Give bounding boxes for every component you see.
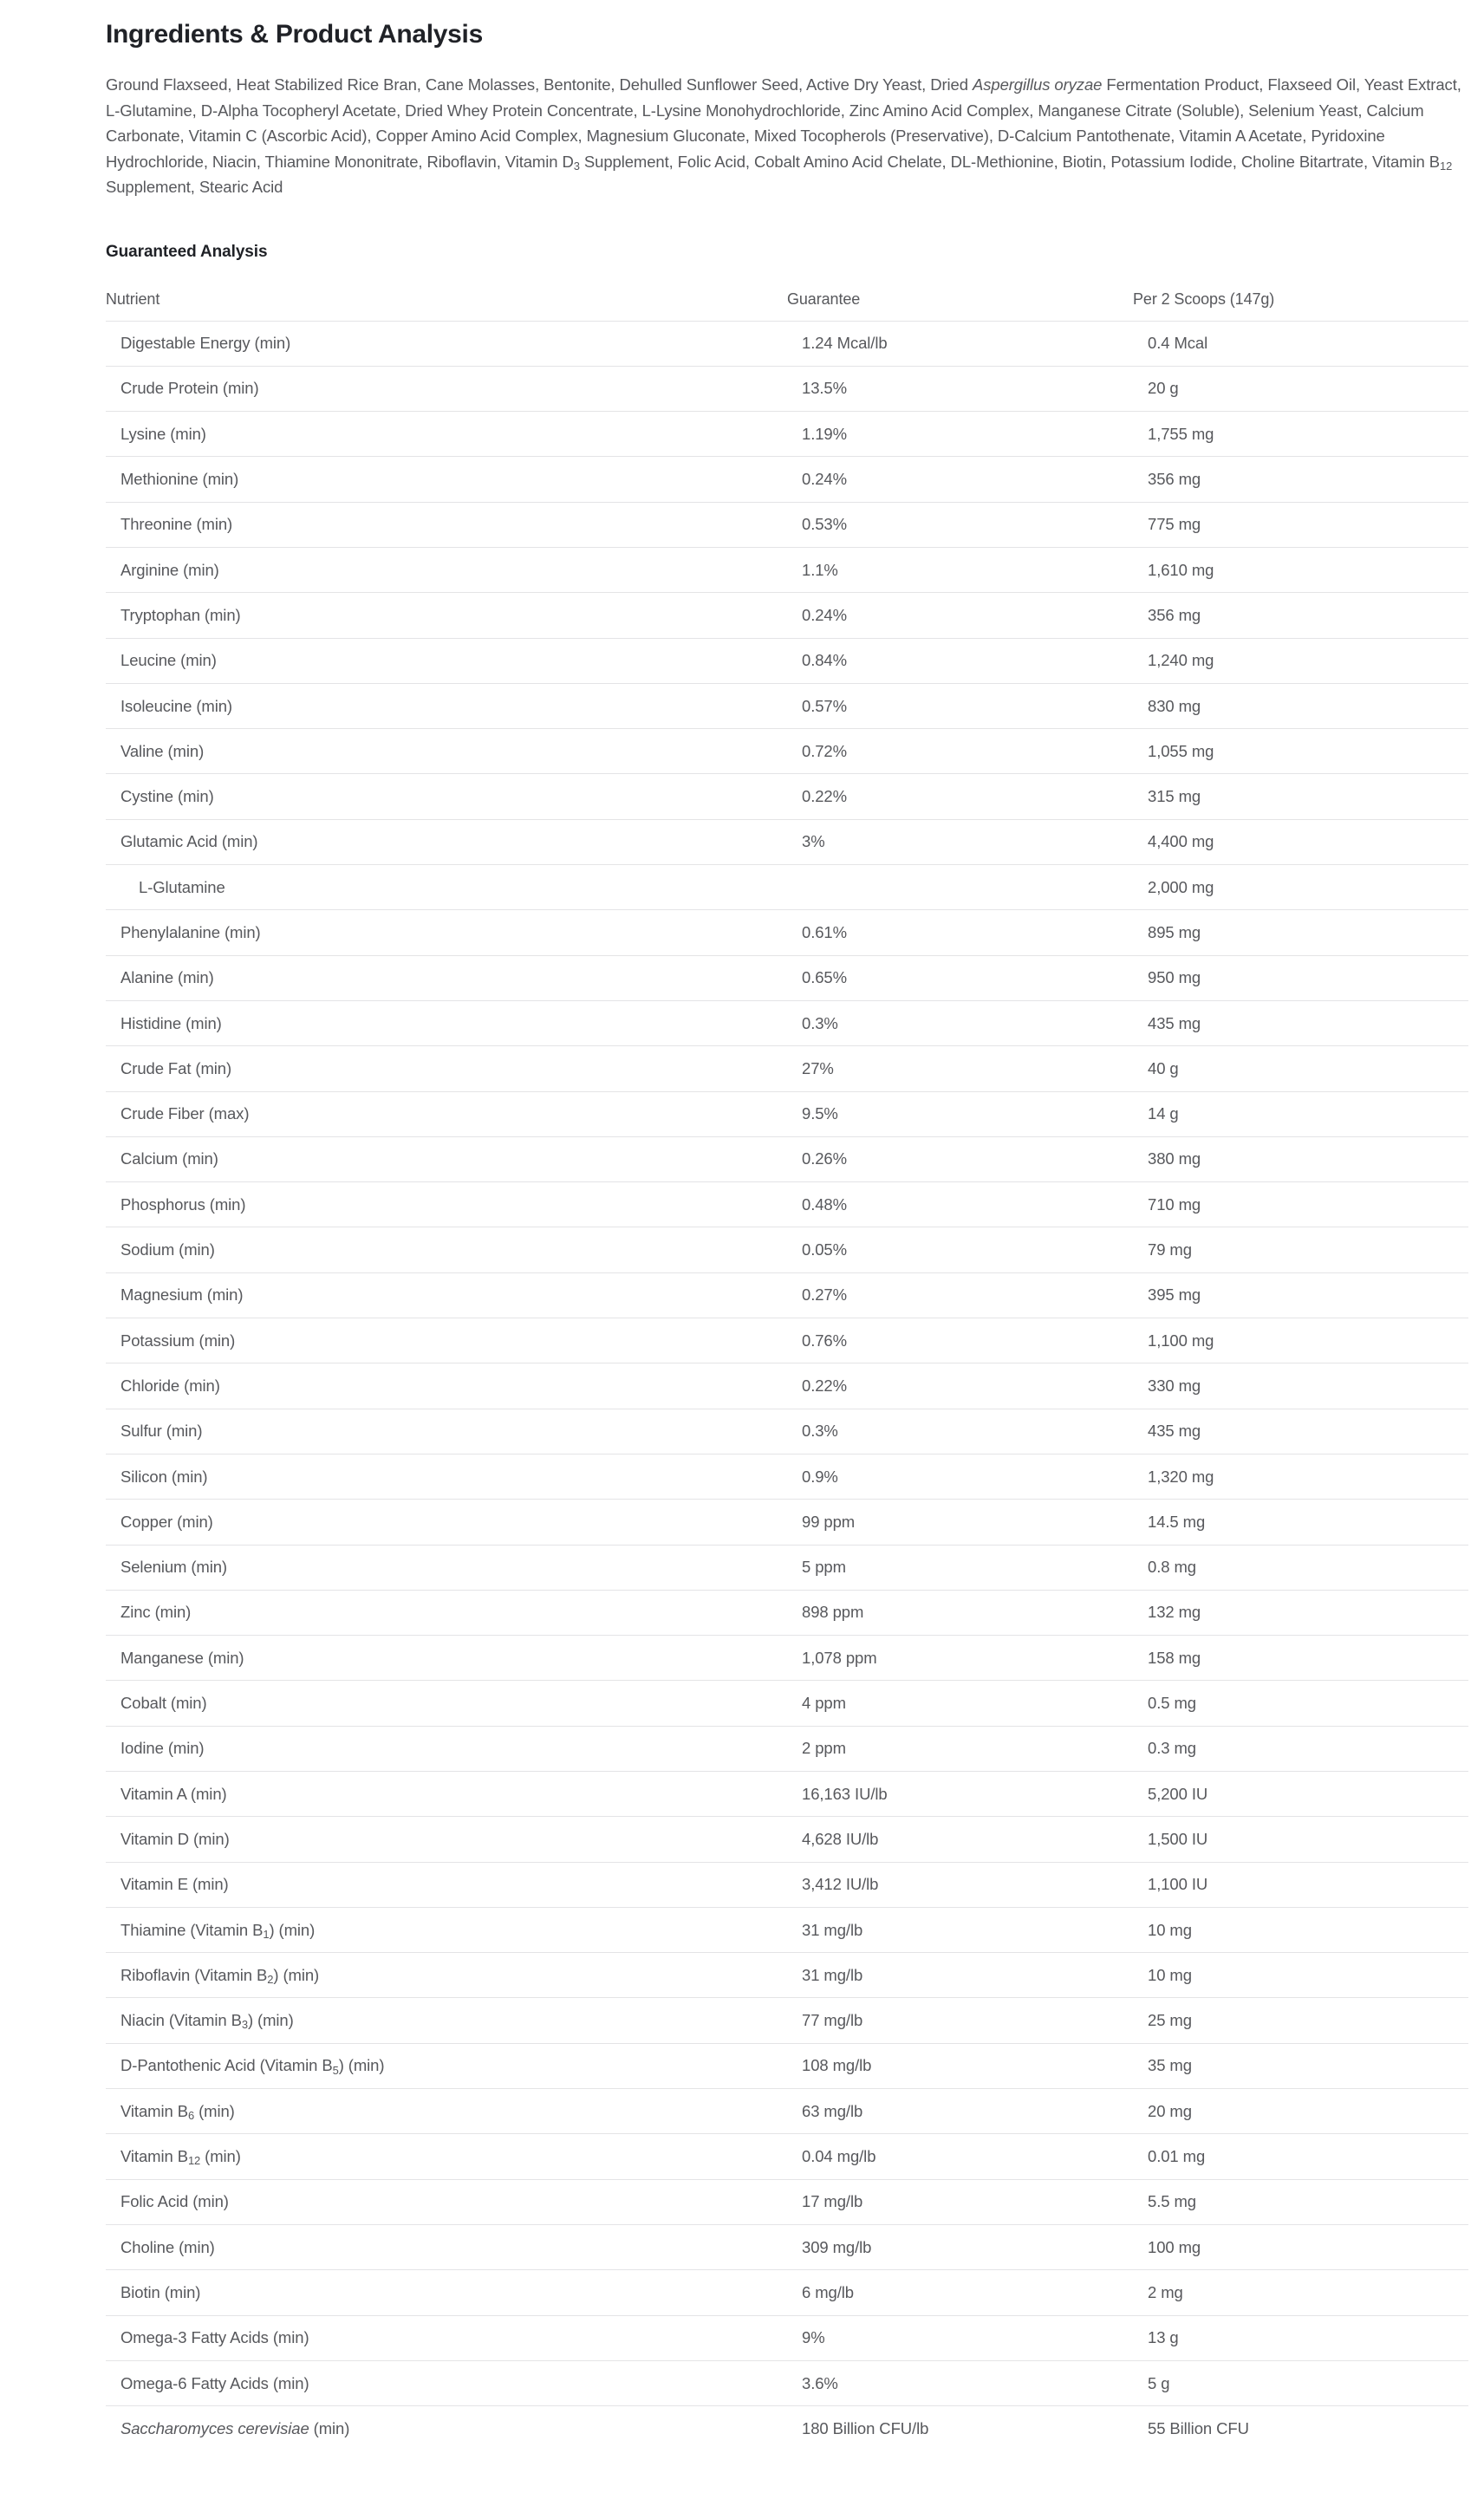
ingredients-text: Ground Flaxseed, Heat Stabilized Rice Bran, Cane Molasses, Bentonite, Dehulled Sunflower Seed, Active Dry Yeast, Dried Aspergillus oryzae Fermentation Product, Flaxseed Oil, Yeast Extract, L-Glutamine, D-Alpha Tocopheryl Acetate, Dried Whey Protein Concentrate, L-Lysine Monohydrochloride, Zinc Amino Acid Complex, Manganese Citrate (Soluble), Selenium Yeast, Calcium Carbonate, Vitamin C (Ascorbic Acid), Copper Amino Acid Complex, Magnesium Gluconate, Mixed Tocopherols (Preservative), D-Calcium Pantothenate, Vitamin A Acetate, Pyridoxine Hydrochloride, Niacin, Thiamine Mononitrate, Riboflavin, Vitamin $D_3$ Supplement, Folic Acid, Cobalt Amino Acid Chelate, DL-Methionine, Biotin, Potassium Iodide, Choline Bitartrate, Vitamin $B_{12}$ Supplement, Stearic Acid	[106, 75, 1461, 196]
per-scoops-cell: 315 mg	[1148, 787, 1201, 806]
table-row	[106, 1907, 1468, 1952]
guarantee-cell: 31 mg/lb	[802, 1920, 863, 1939]
per-scoops-cell: 950 mg	[1148, 968, 1201, 987]
guarantee-cell: 27%	[802, 1058, 834, 1077]
per-scoops-cell: 0.8 mg	[1148, 1558, 1196, 1577]
guarantee-cell: 3%	[802, 832, 825, 851]
guarantee-cell: 4 ppm	[802, 1694, 846, 1713]
per-scoops-cell: 10 mg	[1148, 1965, 1192, 1984]
nutrient-cell: Leucine (min)	[120, 651, 217, 670]
guarantee-cell: 17 mg/lb	[802, 2192, 863, 2211]
table-row	[106, 2179, 1468, 2224]
nutrient-cell: Cystine (min)	[120, 787, 214, 806]
per-scoops-cell: 55 Billion CFU	[1148, 2418, 1249, 2437]
table-row	[106, 819, 1468, 864]
guarantee-cell: 6 mg/lb	[802, 2282, 854, 2301]
nutrient-cell: Crude Protein (min)	[120, 379, 259, 398]
guarantee-cell: 1.24 Mcal/lb	[802, 334, 888, 353]
nutrient-cell: Alanine (min)	[120, 968, 214, 987]
table-row	[106, 1454, 1468, 1499]
per-scoops-cell: 1,100 IU	[1148, 1875, 1208, 1894]
per-scoops-cell: 1,610 mg	[1148, 560, 1214, 579]
per-scoops-cell: 775 mg	[1148, 515, 1201, 534]
table-row	[106, 1816, 1468, 1861]
nutrient-cell: Vitamin D (min)	[120, 1829, 230, 1848]
guarantee-cell: 0.9%	[802, 1467, 838, 1486]
nutrient-cell: Arginine (min)	[120, 560, 219, 579]
per-scoops-cell: 2,000 mg	[1148, 877, 1214, 896]
per-scoops-cell: 5.5 mg	[1148, 2192, 1196, 2211]
guarantee-cell: 2 ppm	[802, 1739, 846, 1758]
guarantee-cell: 0.76%	[802, 1331, 847, 1350]
guarantee-cell: 898 ppm	[802, 1603, 864, 1622]
per-scoops-cell: 1,320 mg	[1148, 1467, 1214, 1486]
per-scoops-cell: 35 mg	[1148, 2056, 1192, 2075]
per-scoops-cell: 158 mg	[1148, 1648, 1201, 1667]
nutrient-cell: Biotin (min)	[120, 2282, 201, 2301]
table-row	[106, 1499, 1468, 1544]
nutrient-cell: Saccharomyces cerevisiae (min)	[120, 2418, 350, 2437]
per-scoops-cell: 5,200 IU	[1148, 1784, 1208, 1803]
per-scoops-cell: 20 g	[1148, 379, 1179, 398]
nutrient-cell: Omega-6 Fatty Acids (min)	[120, 2373, 309, 2392]
guarantee-cell: 0.72%	[802, 741, 847, 760]
table-row	[106, 2360, 1468, 2405]
per-scoops-cell: 895 mg	[1148, 923, 1201, 941]
nutrient-cell: Vitamin E (min)	[120, 1875, 229, 1894]
per-scoops-cell: 1,500 IU	[1148, 1829, 1208, 1848]
table-row	[106, 1272, 1468, 1318]
table-row	[106, 502, 1468, 547]
guarantee-cell: 0.22%	[802, 1376, 847, 1395]
nutrient-cell: Selenium (min)	[120, 1558, 227, 1577]
table-row	[106, 1227, 1468, 1272]
nutrient-cell: Calcium (min)	[120, 1149, 218, 1168]
per-scoops-cell: 710 mg	[1148, 1194, 1201, 1214]
per-scoops-cell: 1,055 mg	[1148, 741, 1214, 760]
table-row	[106, 1363, 1468, 1408]
table-row	[106, 411, 1468, 456]
nutrient-cell: Glutamic Acid (min)	[120, 832, 258, 851]
table-row	[106, 1862, 1468, 1907]
table-row	[106, 2269, 1468, 2314]
table-row	[106, 1952, 1468, 1997]
per-scoops-cell: 2 mg	[1148, 2282, 1183, 2301]
per-scoops-cell: 79 mg	[1148, 1240, 1192, 1259]
nutrient-cell: Chloride (min)	[120, 1376, 220, 1395]
guarantee-cell: 63 mg/lb	[802, 2101, 863, 2120]
nutrient-cell: Copper (min)	[120, 1512, 213, 1531]
column-header-nutrient: Nutrient	[106, 290, 160, 308]
table-row	[106, 1409, 1468, 1454]
per-scoops-cell: 14 g	[1148, 1104, 1179, 1123]
table-row	[106, 547, 1468, 592]
guarantee-cell: 108 mg/lb	[802, 2056, 872, 2075]
table-row	[106, 592, 1468, 637]
table-row	[106, 773, 1468, 818]
nutrient-cell: L-Glutamine	[139, 877, 225, 896]
nutrient-cell: Crude Fat (min)	[120, 1058, 232, 1077]
nutrient-cell: Vitamin $B_6$ (min)	[120, 2101, 235, 2122]
guarantee-cell: 0.61%	[802, 923, 847, 941]
per-scoops-cell: 25 mg	[1148, 2011, 1192, 2030]
nutrient-cell: Folic Acid (min)	[120, 2192, 229, 2211]
table-row	[106, 2133, 1468, 2178]
nutrient-cell: Methionine (min)	[120, 470, 239, 489]
guarantee-cell: 0.84%	[802, 651, 847, 670]
guarantee-cell: 0.22%	[802, 787, 847, 806]
table-row	[106, 2224, 1468, 2269]
per-scoops-cell: 356 mg	[1148, 470, 1201, 489]
table-row	[106, 1000, 1468, 1045]
table-row	[106, 321, 1468, 366]
guarantee-cell: 0.24%	[802, 605, 847, 624]
table-row	[106, 683, 1468, 728]
guarantee-cell: 3,412 IU/lb	[802, 1875, 879, 1894]
per-scoops-cell: 1,240 mg	[1148, 651, 1214, 670]
table-row	[106, 1091, 1468, 1136]
per-scoops-cell: 1,755 mg	[1148, 424, 1214, 443]
table-row	[106, 955, 1468, 1000]
table-row	[106, 1680, 1468, 1725]
guarantee-cell: 0.24%	[802, 470, 847, 489]
table-row	[106, 909, 1468, 954]
per-scoops-cell: 132 mg	[1148, 1603, 1201, 1622]
nutrient-cell: Iodine (min)	[120, 1739, 205, 1758]
nutrient-cell: Riboflavin (Vitamin $B_2$) (min)	[120, 1965, 320, 1987]
analysis-table-body	[106, 321, 1468, 2451]
guarantee-cell: 1.1%	[802, 560, 838, 579]
per-scoops-cell: 435 mg	[1148, 1013, 1201, 1032]
per-scoops-cell: 0.3 mg	[1148, 1739, 1196, 1758]
nutrient-cell: Choline (min)	[120, 2237, 215, 2256]
table-row	[106, 1136, 1468, 1181]
per-scoops-cell: 10 mg	[1148, 1920, 1192, 1939]
nutrient-cell: Magnesium (min)	[120, 1285, 244, 1305]
per-scoops-cell: 380 mg	[1148, 1149, 1201, 1168]
nutrient-cell: Cobalt (min)	[120, 1694, 207, 1713]
table-row	[106, 2043, 1468, 2088]
nutrient-cell: Crude Fiber (max)	[120, 1104, 250, 1123]
per-scoops-cell: 5 g	[1148, 2373, 1170, 2392]
table-row	[106, 1045, 1468, 1090]
nutrient-cell: Digestable Energy (min)	[120, 334, 291, 353]
per-scoops-cell: 13 g	[1148, 2328, 1179, 2347]
per-scoops-cell: 356 mg	[1148, 605, 1201, 624]
table-row	[106, 1545, 1468, 1590]
guarantee-cell: 0.3%	[802, 1422, 838, 1441]
table-header-row	[106, 290, 1468, 321]
nutrient-cell: Silicon (min)	[120, 1467, 208, 1486]
per-scoops-cell: 1,100 mg	[1148, 1331, 1214, 1350]
nutrient-cell: Vitamin A (min)	[120, 1784, 227, 1803]
nutrient-cell: Zinc (min)	[120, 1603, 192, 1622]
guarantee-cell: 0.27%	[802, 1285, 847, 1305]
nutrient-cell: Lysine (min)	[120, 424, 206, 443]
nutrient-cell: Tryptophan (min)	[120, 605, 241, 624]
guarantee-cell: 180 Billion CFU/lb	[802, 2418, 929, 2437]
guarantee-cell: 0.65%	[802, 968, 847, 987]
nutrient-cell: Omega-3 Fatty Acids (min)	[120, 2328, 309, 2347]
per-scoops-cell: 830 mg	[1148, 696, 1201, 715]
guarantee-cell: 3.6%	[802, 2373, 838, 2392]
nutrient-cell: Threonine (min)	[120, 515, 233, 534]
per-scoops-cell: 395 mg	[1148, 1285, 1201, 1305]
nutrient-cell: Thiamine (Vitamin $B_1$) (min)	[120, 1920, 316, 1941]
nutrient-cell: Valine (min)	[120, 741, 205, 760]
guarantee-cell: 77 mg/lb	[802, 2011, 863, 2030]
table-row	[106, 1590, 1468, 1635]
guarantee-cell: 0.26%	[802, 1149, 847, 1168]
nutrient-cell: Niacin (Vitamin $B_3$) (min)	[120, 2011, 294, 2032]
table-row	[106, 2315, 1468, 2360]
per-scoops-cell: 20 mg	[1148, 2101, 1192, 2120]
nutrient-cell: D-Pantothenic Acid (Vitamin $B_5$) (min)	[120, 2056, 385, 2077]
guarantee-cell: 9.5%	[802, 1104, 838, 1123]
table-row	[106, 1771, 1468, 1816]
per-scoops-cell: 40 g	[1148, 1058, 1179, 1077]
nutrient-cell: Potassium (min)	[120, 1331, 236, 1350]
table-row	[106, 1635, 1468, 1680]
guarantee-cell: 1,078 ppm	[802, 1648, 877, 1667]
guaranteed-analysis-table	[106, 290, 1468, 2451]
table-row	[106, 1181, 1468, 1227]
table-row	[106, 2405, 1468, 2450]
column-header-guarantee: Guarantee	[787, 290, 861, 308]
guarantee-cell: 309 mg/lb	[802, 2237, 872, 2256]
per-scoops-cell: 100 mg	[1148, 2237, 1201, 2256]
table-row	[106, 1997, 1468, 2042]
table-row	[106, 1318, 1468, 1363]
table-row	[106, 2088, 1468, 2133]
guarantee-cell: 0.05%	[802, 1240, 847, 1259]
nutrient-cell: Manganese (min)	[120, 1648, 244, 1667]
guarantee-cell: 5 ppm	[802, 1558, 846, 1577]
per-scoops-cell: 435 mg	[1148, 1422, 1201, 1441]
per-scoops-cell: 0.01 mg	[1148, 2147, 1206, 2166]
table-row	[106, 1726, 1468, 1771]
table-row	[106, 366, 1468, 411]
table-row	[106, 638, 1468, 683]
guarantee-cell: 0.53%	[802, 515, 847, 534]
guarantee-cell: 31 mg/lb	[802, 1965, 863, 1984]
guarantee-cell: 1.19%	[802, 424, 847, 443]
guarantee-cell: 16,163 IU/lb	[802, 1784, 888, 1803]
page-title: Ingredients & Product Analysis	[106, 20, 483, 49]
nutrient-cell: Vitamin $B_{12}$ (min)	[120, 2147, 241, 2168]
per-scoops-cell: 4,400 mg	[1148, 832, 1214, 851]
guarantee-cell: 0.04 mg/lb	[802, 2147, 876, 2166]
guarantee-cell: 4,628 IU/lb	[802, 1829, 879, 1848]
table-row	[106, 864, 1468, 909]
per-scoops-cell: 330 mg	[1148, 1376, 1201, 1395]
nutrient-cell: Phenylalanine (min)	[120, 923, 261, 941]
per-scoops-cell: 0.5 mg	[1148, 1694, 1196, 1713]
column-header-per-scoops: Per 2 Scoops (147g)	[1133, 290, 1275, 308]
guarantee-cell: 99 ppm	[802, 1512, 856, 1531]
nutrient-cell: Histidine (min)	[120, 1013, 222, 1032]
nutrient-cell: Isoleucine (min)	[120, 696, 232, 715]
guarantee-cell: 13.5%	[802, 379, 847, 398]
guarantee-cell: 0.48%	[802, 1194, 847, 1214]
guaranteed-analysis-heading: Guaranteed Analysis	[106, 242, 268, 261]
guarantee-cell: 0.3%	[802, 1013, 838, 1032]
per-scoops-cell: 0.4 Mcal	[1148, 334, 1208, 353]
nutrient-cell: Sulfur (min)	[120, 1422, 203, 1441]
table-row	[106, 728, 1468, 773]
table-row	[106, 456, 1468, 501]
per-scoops-cell: 14.5 mg	[1148, 1512, 1206, 1531]
guarantee-cell: 0.57%	[802, 696, 847, 715]
guarantee-cell: 9%	[802, 2328, 825, 2347]
nutrient-cell: Phosphorus (min)	[120, 1194, 246, 1214]
nutrient-cell: Sodium (min)	[120, 1240, 215, 1259]
